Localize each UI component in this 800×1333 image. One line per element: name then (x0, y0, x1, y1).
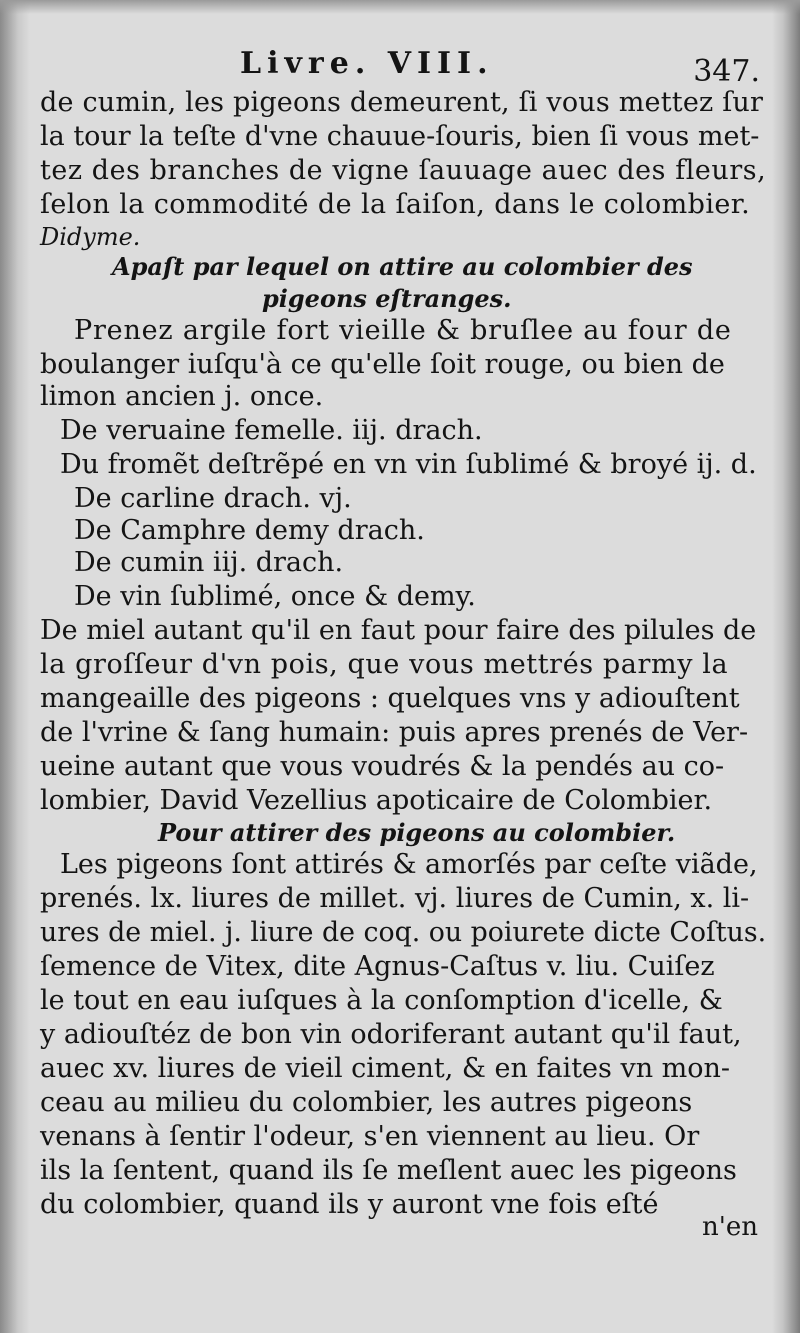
text-line: limon ancien j. once. (40, 381, 324, 412)
text-line: la tour la teſte d'vne chauue-ſouris, bien ſi vous met- (40, 121, 760, 152)
recipe-item: De veruaine femelle. iij. drach. (60, 415, 483, 446)
text-line: ures de miel. j. liure de coq. ou poiurete dicte Coſtus. (40, 917, 767, 948)
page-edge-right (772, 0, 800, 1333)
section-heading: Pour attirer des pigeons au colombier. (158, 818, 676, 847)
text-line: ueine autant que vous voudrés & la pendés au co- (40, 751, 725, 782)
text-line: mangeaille des pigeons : quelques vns y adiouſtent (40, 683, 740, 714)
text-line: Prenez argile fort vieille & bruſlee au four de (74, 315, 732, 346)
text-line: tez des branches de vigne ſauuage auec des fleurs, (40, 155, 767, 186)
running-head: Livre. VIII. (240, 46, 494, 81)
catchword: n'en (701, 1212, 758, 1242)
text-line: la groſſeur d'vn pois, que vous mettrés parmy la (40, 649, 729, 680)
text-line: venans à ſentir l'odeur, s'en viennent au lieu. Or (40, 1121, 700, 1152)
text-line: ceau au milieu du colombier, les autres pigeons (40, 1087, 693, 1118)
page-header (40, 42, 760, 89)
text-line: Les pigeons ſont attirés & amorſés par ceſte viãde, (60, 849, 758, 880)
text-line: ils la ſentent, quand ils ſe meſlent auec les pigeons (40, 1155, 737, 1186)
recipe-item: De carline drach. vj. (74, 483, 352, 514)
text-line: de l'vrine & ſang humain: puis apres prenés de Ver- (40, 717, 749, 748)
text-line: auec xv. liures de vieil ciment, & en faites vn mon- (40, 1053, 731, 1084)
recipe-item: De Camphre demy drach. (74, 515, 425, 546)
recipe-item: De cumin iij. drach. (74, 547, 344, 578)
text-line: ſelon la commodité de la ſaiſon, dans le colombier. (40, 189, 751, 220)
text-line: boulanger iuſqu'à ce qu'elle ſoit rouge, ou bien de (40, 349, 725, 380)
recipe-item: De vin ſublimé, once & demy. (74, 581, 476, 612)
text-line: le tout en eau iuſques à la conſomption d'icelle, & (40, 985, 723, 1016)
page-edge-left (0, 0, 30, 1333)
text-line: de cumin, les pigeons demeurent, ſi vous mettez ſur (40, 87, 764, 118)
page-number: 347. (693, 54, 760, 89)
recipe-item: Du fromẽt deſtrẽpé en vn vin ſublimé & broyé ij. d. (60, 449, 757, 480)
text-line: lombier, David Vezellius apoticaire de Colombier. (40, 785, 713, 816)
section-heading: pigeons eſtranges. (262, 284, 512, 313)
author-attribution: Didyme. (40, 223, 141, 251)
text-line: prenés. lx. liures de millet. vj. liures de Cumin, x. li- (40, 883, 750, 914)
text-line: du colombier, quand ils y auront vne fois eſté (40, 1189, 659, 1220)
text-line: De miel autant qu'il en faut pour faire des pilules de (40, 615, 757, 646)
page-edge-top (0, 0, 800, 14)
section-heading: Apaſt par lequel on attire au colombier des (112, 252, 693, 281)
text-line: ſemence de Vitex, dite Agnus-Caſtus v. liu. Cuiſez (40, 951, 715, 982)
text-line: y adiouſtéz de bon vin odoriferant autant qu'il faut, (40, 1019, 742, 1050)
